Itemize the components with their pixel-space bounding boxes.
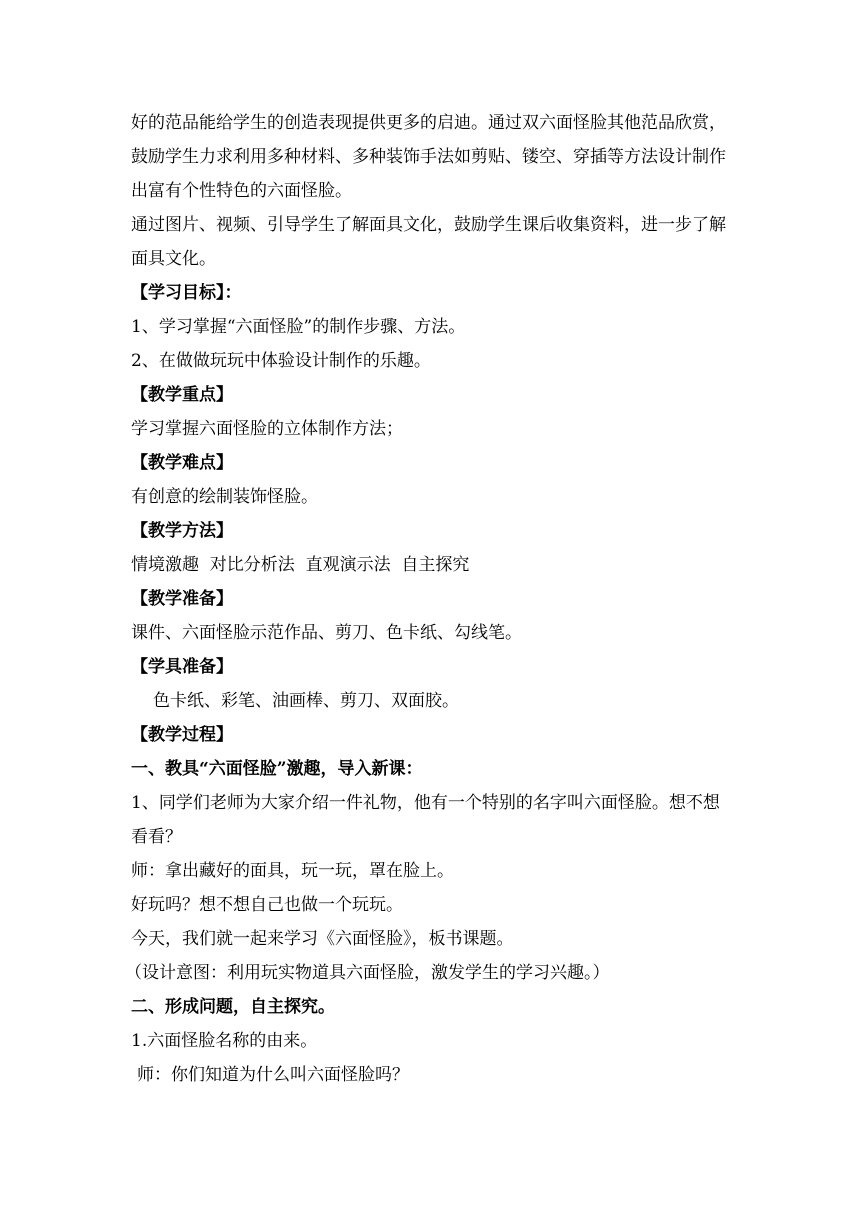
paragraph-line: 学习掌握六面怪脸的立体制作方法； [131, 419, 403, 439]
subsection-heading-intro: 一、教具“六面怪脸”激趣，导入新课： [131, 759, 423, 779]
paragraph-line: 今天，我们就一起来学习《六面怪脸》，板书课题。 [131, 929, 514, 949]
paragraph-line: 出富有个性特色的六面怪脸。 [131, 181, 352, 201]
document-body [125, 106, 731, 1092]
paragraph-line: 好玩吗？想不想自己也做一个玩玩。 [131, 895, 403, 915]
paragraph-line: 师：拿出藏好的面具，玩一玩，罩在脸上。 [131, 861, 454, 881]
list-item: 2、在做做玩玩中体验设计制作的乐趣。 [131, 351, 431, 371]
section-heading-learning-goals: 【学习目标】： [131, 283, 242, 303]
section-heading-key-points: 【教学重点】 [131, 385, 233, 405]
subsection-heading-explore: 二、形成问题，自主探究。 [131, 997, 335, 1017]
paragraph-line: 鼓励学生力求利用多种材料、多种装饰手法如剪贴、镂空、穿插等方法设计制作 [131, 147, 726, 167]
paragraph-line: 好的范品能给学生的创造表现提供更多的启迪。通过双六面怪脸其他范品欣赏， [131, 113, 726, 133]
paragraph-line: 看看？ [131, 827, 182, 847]
paragraph-line: 课件、六面怪脸示范作品、剪刀、色卡纸、勾线笔。 [131, 623, 522, 643]
section-heading-student-prep: 【学具准备】 [131, 657, 233, 677]
paragraph-line: 有创意的绘制装饰怪脸。 [131, 487, 318, 507]
paragraph-line: 色卡纸、彩笔、油画棒、剪刀、双面胶。 [153, 691, 459, 711]
paragraph-line: 情境激趣 对比分析法 直观演示法 自主探究 [131, 555, 470, 575]
list-item: 1、学习掌握“六面怪脸”的制作步骤、方法。 [131, 317, 466, 337]
section-heading-teacher-prep: 【教学准备】 [131, 589, 233, 609]
section-heading-difficulties: 【教学难点】 [131, 453, 233, 473]
paragraph-line: 通过图片、视频、引导学生了解面具文化，鼓励学生课后收集资料，进一步了解 [131, 215, 726, 235]
paragraph-line: 面具文化。 [131, 249, 216, 269]
section-heading-process: 【教学过程】 [131, 725, 233, 745]
paragraph-line: 师：你们知道为什么叫六面怪脸吗？ [137, 1065, 409, 1085]
design-intent-note: （设计意图：利用玩实物道具六面怪脸，激发学生的学习兴趣。） [125, 963, 610, 983]
paragraph-line: 1.六面怪脸名称的由来。 [131, 1031, 318, 1051]
section-heading-methods: 【教学方法】 [131, 521, 233, 541]
paragraph-line: 1、同学们老师为大家介绍一件礼物，他有一个特别的名字叫六面怪脸。想不想 [131, 793, 720, 813]
